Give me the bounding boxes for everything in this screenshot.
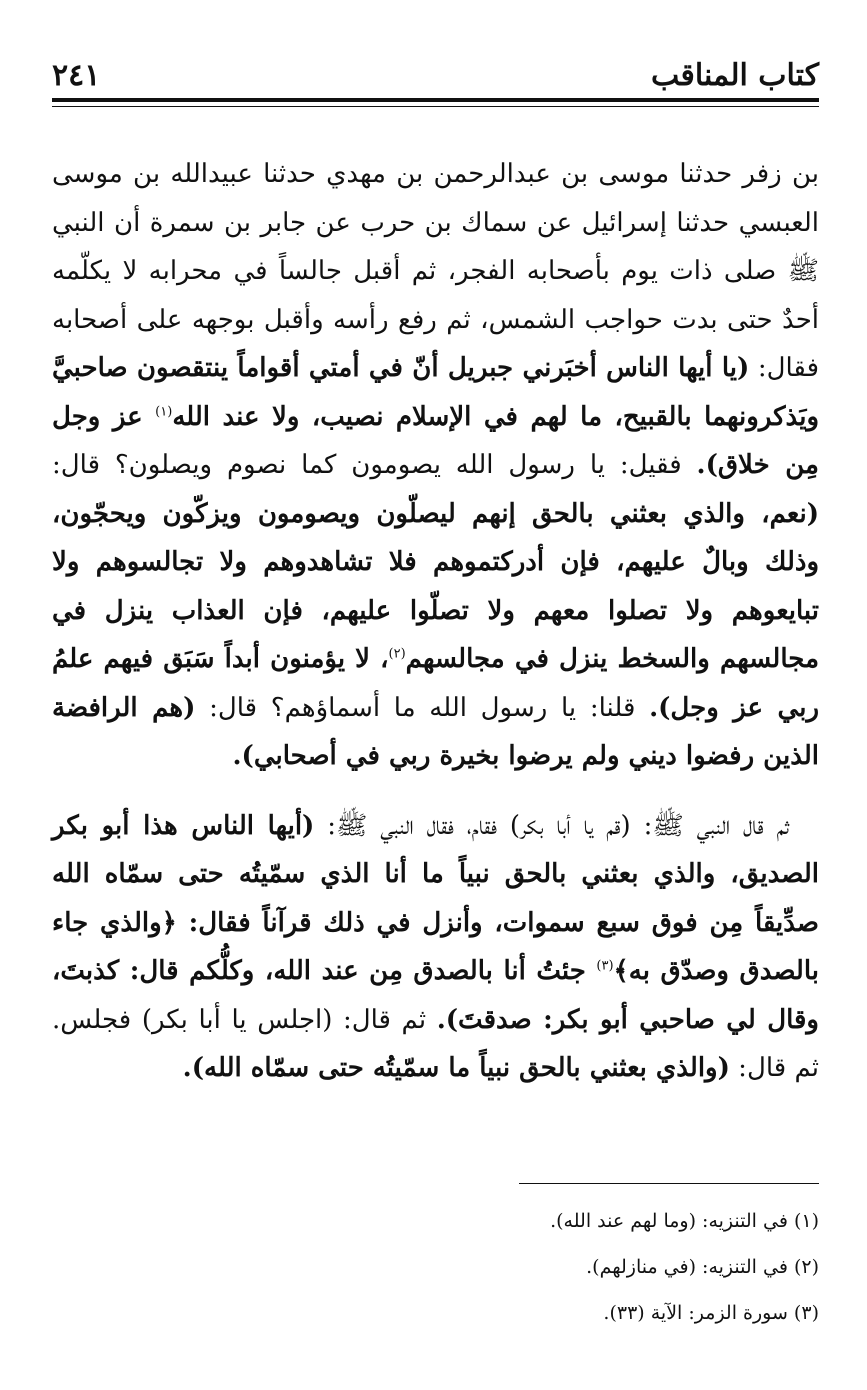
hadith-quote: جئتُ أنا بالصدق مِن عند الله، وكلُّكم قال: كذبتَ، وقال لي صاحبي أبو بكر: صدقتَ). (52, 956, 819, 1035)
hadith-quote: عز وجل مِن خلاق). (52, 401, 819, 480)
header-rule-thin (52, 106, 819, 107)
narration-text: بن زفر حدثنا موسى بن عبدالرحمن بن مهدي حدثنا عبيدالله بن موسى العبسي حدثنا إسرائيل عن سماك بن حرب عن جابر بن سمرة أن النبي ﷺ صلى ذات يوم بأصحابه الفجر، ثم أقبل جالساً في محرابه لا يكلّمه أحدٌ حتى بدت حواجب الشمس، ثم رفع رأسه وأقبل بوجهه على أصحابه فقال: (52, 159, 820, 383)
footnote-ref-2: (٢) (388, 646, 406, 662)
footnote-ref-3: (٣) (596, 958, 614, 974)
footnote-3: (٣) سورة الزمر: الآية (٣٣). (603, 1302, 819, 1324)
hadith-quote: (نعم، والذي بعثني بالحق إنهم ليصلّون ويصومون ويزكّون ويحجّون، وذلك وبالٌ عليهم، فإن أدركتموهم فلا تشاهدوهم ولا تجالسوهم ولا تبايعوهم ولا تصلوا معهم ولا تصلّوا عليهم، فإن العذاب ينزل في مجالسهم والسخط ينزل في مجالسهم (52, 498, 819, 674)
header-rule-thick (52, 98, 819, 102)
hadith-quote: (والذي بعثني بالحق نبياً ما سمّيتُه حتى سمّاه الله). (182, 1053, 730, 1083)
narration-text: قلنا: يا رسول الله ما أسماؤهم؟ قال: (195, 692, 650, 723)
paragraph-1 (52, 150, 819, 781)
hadith-quote: (يا أيها الناس أخبَرني جبريل أنّ في أمتي أقواماً ينتقصون صاحبيَّ ويَذكرونهما بالقبيح، ما لهم في الإسلام نصيب، ولا عند الله (52, 353, 819, 432)
paragraph-2 (52, 802, 819, 1093)
footnote-separator (519, 1183, 819, 1184)
narration-text: ثم قال النبي ﷺ: (قم يا أبا بكر) فقام، فقال النبي ﷺ: (314, 810, 789, 841)
footnote-ref-1: (١) (155, 403, 173, 419)
hadith-quote: ، لا يؤمنون أبداً سَبَق فيهم علمُ ربي عز وجل). (52, 644, 819, 723)
footnote-1: (١) في التنزيه: (وما لهم عند الله). (550, 1210, 819, 1232)
hadith-quote: (أيها الناس هذا أبو بكر الصديق، والذي بعثني بالحق نبياً ما أنا الذي سمّيتُه حتى سمّاه الله صدِّيقاً مِن فوق سبع سموات، وأنزل في ذلك قرآناً فقال: ﴿والذي جاء بالصدق وصدّق به﴾ (52, 810, 819, 986)
narration-text: فقيل: يا رسول الله يصومون كما نصوم ويصلون؟ قال: (52, 450, 697, 480)
footnote-2: (٢) في التنزيه: (في منازلهم). (586, 1256, 819, 1278)
footnotes (52, 1198, 819, 1336)
book-title: كتاب المناقب (651, 58, 819, 93)
narration-text: ثم قال: (اجلس يا أبا بكر) فجلس. ثم قال: (52, 1004, 819, 1083)
page-number: ٢٤١ (52, 58, 101, 93)
running-header (52, 48, 819, 96)
hadith-quote: (هم الرافضة الذين رفضوا ديني ولم يرضوا بخيرة ربي في أصحابي). (52, 692, 819, 771)
main-text (52, 150, 819, 1093)
